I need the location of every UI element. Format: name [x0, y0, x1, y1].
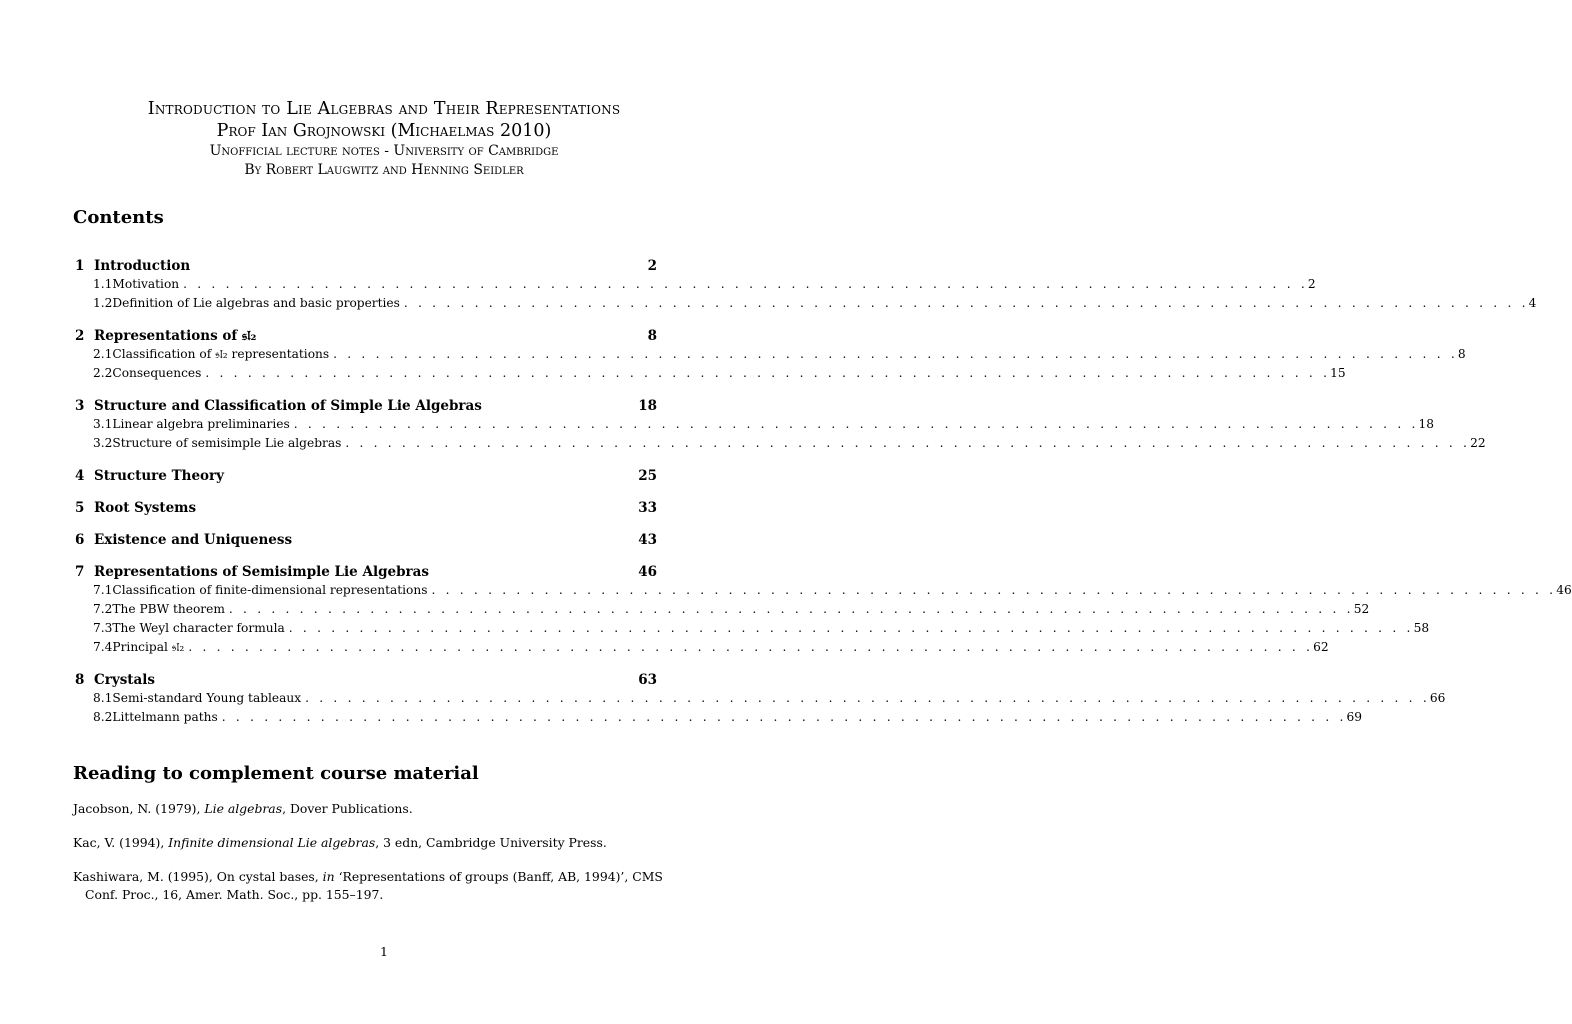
toc-section-row[interactable]	[75, 564, 657, 583]
section-page: 2	[647, 258, 657, 274]
subsection-title: Consequences	[112, 366, 202, 380]
subsection-number: 8.2	[93, 710, 113, 724]
toc-section	[75, 564, 1572, 659]
dot-leader: . . . . . . . . . . . . . . . . . . . . . . . . . . . . . . . . . . . . . . . . . . . . . . . . . . . . . . . . . . . . . . . . . . . . . . . . . . . . . . . .	[305, 691, 1430, 705]
section-number: 7	[75, 564, 85, 580]
section-page: 46	[638, 564, 657, 580]
toc-section	[75, 258, 1537, 315]
page-number: 1	[380, 944, 388, 959]
toc-subsection-row[interactable]	[75, 691, 1446, 710]
subsection-page: 22	[1470, 436, 1486, 450]
subsection-title: The Weyl character formula	[112, 621, 285, 635]
section-title: Structure and Classification of Simple Lie Algebras	[94, 398, 482, 414]
subsection-page: 62	[1313, 640, 1329, 654]
section-page: 18	[638, 398, 657, 414]
toc-section	[75, 398, 1486, 455]
subsection-number: 1.1	[93, 277, 113, 291]
toc-section-row[interactable]	[75, 500, 657, 519]
reading-heading: Reading to complement course material	[73, 763, 479, 784]
toc-section-row[interactable]	[75, 398, 657, 417]
section-number: 4	[75, 468, 85, 484]
dot-leader: . . . . . . . . . . . . . . . . . . . . . . . . . . . . . . . . . . . . . . . . . . . . . . . . . . . . . . . . . . . . . . . . . . . . . . . . . . . . . . . .	[431, 583, 1557, 597]
dot-leader: . . . . . . . . . . . . . . . . . . . . . . . . . . . . . . . . . . . . . . . . . . . . . . . . . . . . . . . . . . . . . . . . . . . . . . . . . . . . . . . .	[221, 710, 1347, 724]
section-title: Representations of Semisimple Lie Algebras	[94, 564, 429, 580]
toc-subsection-row[interactable]	[75, 583, 1572, 602]
toc-section	[75, 328, 1466, 385]
subsection-title: Classification of finite-dimensional representations	[112, 583, 428, 597]
subsection-page: 2	[1307, 277, 1316, 291]
toc-section	[75, 532, 657, 551]
dot-leader: . . . . . . . . . . . . . . . . . . . . . . . . . . . . . . . . . . . . . . . . . . . . . . . . . . . . . . . . . . . . . . . . . . . . . . . . . . . . . . . .	[205, 366, 1331, 380]
toc-section-row[interactable]	[75, 532, 657, 551]
toc-section-row[interactable]	[75, 258, 657, 277]
section-title: Root Systems	[94, 500, 197, 516]
reference-italic: Infinite dimensional Lie algebras	[168, 835, 376, 850]
dot-leader: . . . . . . . . . . . . . . . . . . . . . . . . . . . . . . . . . . . . . . . . . . . . . . . . . . . . . . . . . . . . . . . . . . . . . . . . . . . . . . . .	[403, 296, 1529, 310]
subsection-page: 18	[1418, 417, 1435, 431]
dot-leader: . . . . . . . . . . . . . . . . . . . . . . . . . . . . . . . . . . . . . . . . . . . . . . . . . . . . . . . . . . . . . . . . . . . . . . . . . . . . . . . .	[345, 436, 1471, 450]
title-block	[0, 98, 768, 180]
dot-leader: . . . . . . . . . . . . . . . . . . . . . . . . . . . . . . . . . . . . . . . . . . . . . . . . . . . . . . . . . . . . . . . . . . . . . . . . . . . . . . . .	[288, 621, 1414, 635]
table-of-contents	[75, 258, 1572, 742]
subsection-page: 58	[1413, 621, 1430, 635]
section-number: 1	[75, 258, 85, 274]
subsection-page: 52	[1353, 602, 1370, 616]
subtitle-line: Unofficial lecture notes - University of Cambridge	[209, 143, 559, 159]
subsection-page: 4	[1528, 296, 1537, 310]
section-number: 6	[75, 532, 85, 548]
toc-subsection-row[interactable]	[75, 347, 1466, 366]
subsection-number: 2.1	[93, 347, 113, 361]
subsection-title: Structure of semisimple Lie algebras	[112, 436, 342, 450]
reference-text: Kac, V. (1994),	[73, 835, 169, 850]
section-title: Structure Theory	[94, 468, 224, 484]
reference-italic: in	[322, 869, 335, 884]
toc-subsection-row[interactable]	[75, 436, 1486, 455]
section-title: Existence and Uniqueness	[94, 532, 293, 548]
toc-section-row[interactable]	[75, 468, 657, 487]
subsection-number: 8.1	[93, 691, 113, 705]
subsection-title: Motivation	[112, 277, 180, 291]
section-number: 2	[75, 328, 85, 344]
toc-subsection-row[interactable]	[75, 710, 1363, 729]
reference-list	[73, 800, 663, 920]
dot-leader: . . . . . . . . . . . . . . . . . . . . . . . . . . . . . . . . . . . . . . . . . . . . . . . . . . . . . . . . . . . . . . . . . . . . . . . . . . . . . . . .	[333, 347, 1458, 361]
subsection-page: 66	[1429, 691, 1446, 705]
toc-subsection-row[interactable]	[75, 366, 1346, 385]
section-title: Crystals	[94, 672, 156, 688]
authors-line: By Robert Laugwitz and Henning Seidler	[244, 162, 524, 178]
reference-entry	[73, 868, 663, 904]
subsection-number: 7.3	[93, 621, 113, 635]
toc-subsection-row[interactable]	[75, 640, 1329, 659]
toc-section-row[interactable]	[75, 328, 657, 347]
dot-leader: . . . . . . . . . . . . . . . . . . . . . . . . . . . . . . . . . . . . . . . . . . . . . . . . . . . . . . . . . . . . . . . . . . . . . . . . . . . . . . . .	[293, 417, 1419, 431]
section-page: 8	[647, 328, 657, 344]
subsection-number: 7.4	[93, 640, 113, 654]
toc-section	[75, 468, 657, 487]
subsection-title: Linear algebra preliminaries	[112, 417, 290, 431]
reference-entry	[73, 800, 663, 818]
lecturer-line: Prof Ian Grojnowski (Michaelmas 2010)	[216, 121, 552, 141]
toc-section	[75, 500, 657, 519]
subsection-title: Definition of Lie algebras and basic properties	[112, 296, 400, 310]
subsection-title: Littelmann paths	[112, 710, 218, 724]
section-number: 5	[75, 500, 85, 516]
reference-italic: Lie algebras	[204, 801, 283, 816]
reference-text: , Dover Publications.	[282, 801, 413, 816]
subsection-number: 7.1	[93, 583, 113, 597]
dot-leader: . . . . . . . . . . . . . . . . . . . . . . . . . . . . . . . . . . . . . . . . . . . . . . . . . . . . . . . . . . . . . . . . . . . . . . . . . . . . . . . .	[228, 602, 1354, 616]
subsection-page: 8	[1457, 347, 1466, 361]
subsection-number: 3.1	[93, 417, 113, 431]
contents-heading: Contents	[73, 207, 164, 228]
toc-subsection-row[interactable]	[75, 296, 1537, 315]
subsection-number: 2.2	[93, 366, 113, 380]
toc-section-row[interactable]	[75, 672, 657, 691]
section-number: 8	[75, 672, 85, 688]
subsection-page: 46	[1556, 583, 1572, 597]
subsection-page: 15	[1330, 366, 1346, 380]
subsection-title: Semi-standard Young tableaux	[112, 691, 302, 705]
subsection-title: Classification of 𝔰𝔩₂ representations	[112, 347, 330, 361]
reference-text: ‘Representations of groups (Banff, AB, 1994)’, CMS Conf. Proc., 16, Amer. Math. Soc., pp. 155–197.	[85, 869, 663, 902]
dot-leader: . . . . . . . . . . . . . . . . . . . . . . . . . . . . . . . . . . . . . . . . . . . . . . . . . . . . . . . . . . . . . . . . . . . . . . . . . . . . . . . .	[188, 640, 1314, 654]
section-title: Representations of 𝔰𝔩₂	[94, 328, 257, 344]
toc-subsection-row[interactable]	[75, 621, 1430, 640]
section-number: 3	[75, 398, 85, 414]
toc-section	[75, 672, 1446, 729]
reference-text: Jacobson, N. (1979),	[73, 801, 205, 816]
section-page: 63	[638, 672, 657, 688]
toc-subsection-row[interactable]	[75, 602, 1370, 621]
reference-text: , 3 edn, Cambridge University Press.	[375, 835, 607, 850]
subsection-number: 3.2	[93, 436, 113, 450]
subsection-number: 1.2	[93, 296, 113, 310]
toc-subsection-row[interactable]	[75, 277, 1316, 296]
document-title: Introduction to Lie Algebras and Their Representations	[147, 99, 621, 119]
section-page: 33	[638, 500, 657, 516]
reference-text: Kashiwara, M. (1995), On cystal bases,	[73, 869, 323, 884]
subsection-title: The PBW theorem	[112, 602, 225, 616]
reference-entry	[73, 834, 663, 852]
subsection-number: 7.2	[93, 602, 113, 616]
section-title: Introduction	[94, 258, 191, 274]
section-page: 25	[638, 468, 657, 484]
section-page: 43	[638, 532, 657, 548]
subsection-page: 69	[1346, 710, 1363, 724]
toc-subsection-row[interactable]	[75, 417, 1435, 436]
subsection-title: Principal 𝔰𝔩₂	[112, 640, 185, 654]
dot-leader: . . . . . . . . . . . . . . . . . . . . . . . . . . . . . . . . . . . . . . . . . . . . . . . . . . . . . . . . . . . . . . . . . . . . . . . . . . . . . . . .	[183, 277, 1308, 291]
